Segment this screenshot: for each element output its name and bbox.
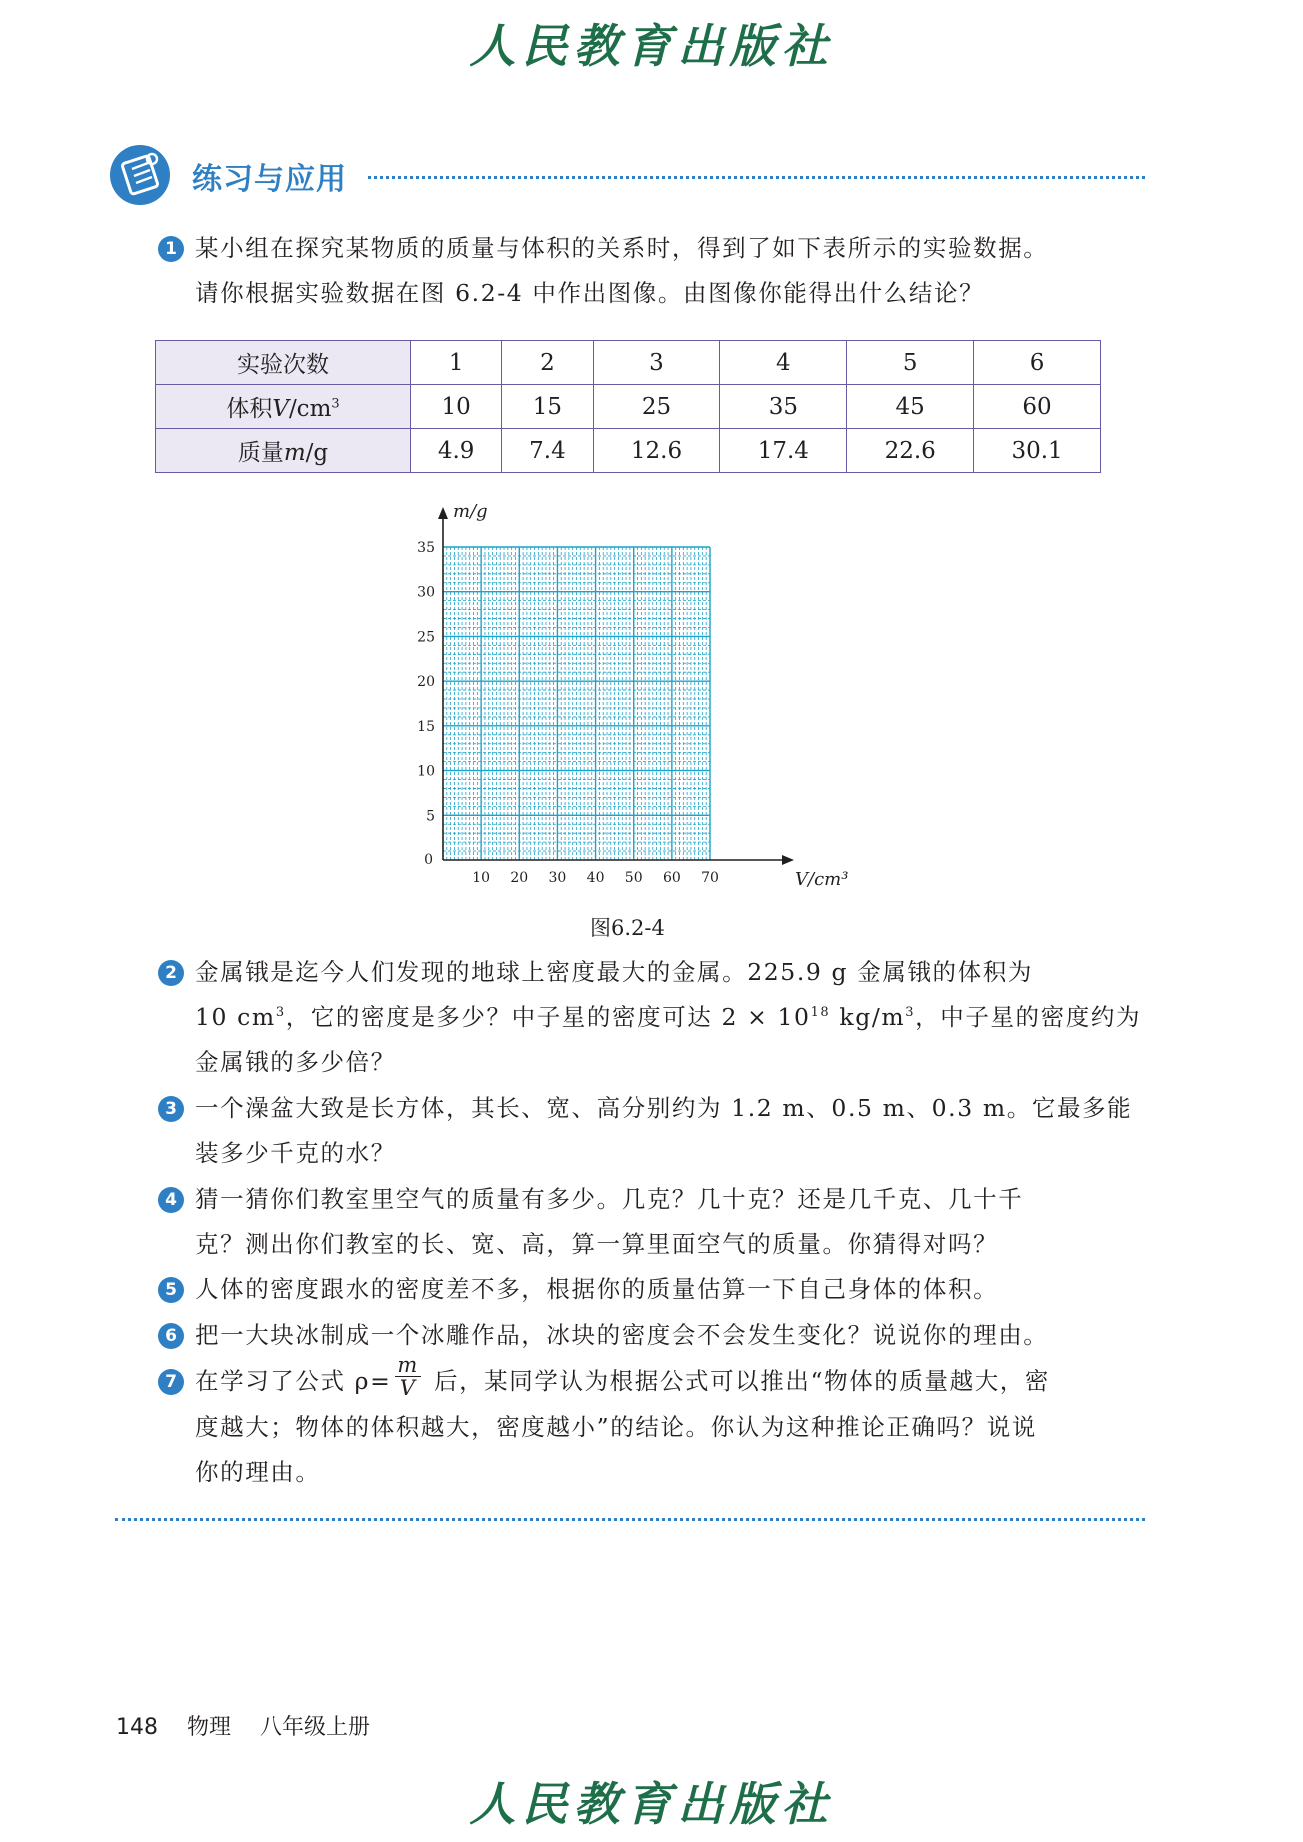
- question-number: 2: [158, 960, 184, 986]
- table-cell: 6: [974, 341, 1101, 385]
- row-header-trial: 实验次数: [156, 341, 411, 385]
- question-text: 金属锇的多少倍？: [195, 1048, 396, 1076]
- density-formula-fraction: $\frac{m}{V}$: [397, 1353, 419, 1400]
- section-end-divider: [115, 1518, 1145, 1521]
- section-badge: [110, 145, 170, 205]
- question-text: 某小组在探究某物质的质量与体积的关系时，得到了如下表所示的实验数据。: [195, 234, 1049, 262]
- question-text: 金属锇是迄今人们发现的地球上密度最大的金属。225.9 g 金属锇的体积为: [195, 958, 1033, 986]
- table-cell: 15: [502, 385, 593, 429]
- question-number: 7: [158, 1369, 184, 1395]
- table-cell: 30.1: [974, 429, 1101, 473]
- section-divider: [368, 176, 1145, 179]
- question-text: 10 $cm^3$，它的密度是多少？中子星的密度可达 $2 \times 10^{18}$ $kg/m^3$，中子星的密度约为: [195, 1003, 1142, 1031]
- x-axis-label: V/cm³: [795, 869, 849, 890]
- x-axis-arrow: [782, 855, 794, 865]
- table-cell: 2: [502, 341, 593, 385]
- y-tick-label: 5: [426, 808, 435, 825]
- x-tick-label: 40: [586, 870, 605, 886]
- mass-volume-grid-chart: [390, 495, 850, 895]
- table-cell: 5: [847, 341, 974, 385]
- section-header: [110, 140, 1145, 210]
- table-cell: 35: [720, 385, 847, 429]
- section-title: 练习与应用: [192, 162, 347, 197]
- question-number: 1: [158, 236, 184, 262]
- table-cell: 1: [411, 341, 502, 385]
- x-tick-label: 30: [548, 870, 567, 886]
- question-text: 请你根据实验数据在图 6.2-4 中作出图像。由图像你能得出什么结论？: [195, 279, 985, 307]
- y-axis-label: m/g: [453, 501, 488, 522]
- y-tick-label: 15: [417, 718, 435, 735]
- y-tick-label: 10: [417, 763, 435, 780]
- table-cell: 10: [411, 385, 502, 429]
- x-tick-label: 20: [510, 870, 529, 886]
- question-text: 人体的密度跟水的密度差不多，根据你的质量估算一下自己身体的体积。: [195, 1275, 999, 1303]
- table-cell: 45: [847, 385, 974, 429]
- grade-volume: 八年级上册: [260, 1715, 371, 1740]
- publisher-watermark-top: 人民教育出版社: [469, 19, 834, 73]
- question-number: 3: [158, 1096, 184, 1122]
- question-number: 6: [158, 1323, 184, 1349]
- question-text: 把一大块冰制成一个冰雕作品，冰块的密度会不会发生变化？说说你的理由。: [195, 1321, 1049, 1349]
- table-cell: 4: [720, 341, 847, 385]
- question-text: 装多少千克的水？: [195, 1139, 396, 1167]
- notebook-icon: [110, 145, 170, 205]
- experiment-data-table: [155, 340, 1101, 473]
- table-cell: 60: [974, 385, 1101, 429]
- table-cell: 25: [593, 385, 720, 429]
- table-cell: 22.6: [847, 429, 974, 473]
- y-tick-label: 25: [417, 629, 435, 646]
- table-cell: 12.6: [593, 429, 720, 473]
- table-cell: 4.9: [411, 429, 502, 473]
- row-header-mass: 质量m/g: [156, 429, 411, 473]
- row-header-volume: 体积$V/cm^3$: [156, 385, 411, 429]
- x-tick-label: 60: [662, 870, 681, 886]
- y-tick-label: 20: [417, 674, 435, 691]
- question-number: 5: [158, 1277, 184, 1303]
- table-row: [156, 385, 1101, 429]
- question-text: 克？测出你们教室的长、宽、高，算一算里面空气的质量。你猜得对吗？: [195, 1230, 999, 1258]
- x-tick-label: 70: [701, 870, 719, 886]
- question-text: 猜一猜你们教室里空气的质量有多少。几克？几十克？还是几千克、几十千: [195, 1185, 1024, 1213]
- y-axis-arrow: [438, 507, 448, 519]
- table-row: [156, 429, 1101, 473]
- y-tick-label: 30: [417, 584, 435, 601]
- question-number: 4: [158, 1187, 184, 1213]
- subject-name: 物理: [187, 1715, 232, 1740]
- table-cell: 17.4: [720, 429, 847, 473]
- figure-caption: 图6.2-4: [590, 916, 665, 940]
- origin-label: 0: [424, 852, 433, 868]
- question-text: 在学习了公式 ρ= $\frac{m}{V}$ 后，某同学认为根据公式可以推出“物体的质量越大，密: [195, 1353, 1050, 1400]
- table-row: [156, 341, 1101, 385]
- question-text: 一个澡盆大致是长方体，其长、宽、高分别约为 1.2 m、0.5 m、0.3 m。它最多能: [195, 1094, 1133, 1122]
- question-text: 度越大；物体的体积越大，密度越小”的结论。你认为这种推论正确吗？说说: [195, 1413, 1037, 1441]
- x-tick-label: 50: [624, 870, 643, 886]
- page-number: 148: [116, 1715, 158, 1740]
- table-cell: 3: [593, 341, 720, 385]
- x-tick-label: 10: [472, 870, 491, 886]
- y-tick-label: 35: [417, 540, 435, 556]
- table-cell: 7.4: [502, 429, 593, 473]
- question-text: 你的理由。: [195, 1458, 321, 1486]
- page-footer: [116, 1710, 392, 1741]
- publisher-watermark-bottom: 人民教育出版社: [469, 1777, 834, 1831]
